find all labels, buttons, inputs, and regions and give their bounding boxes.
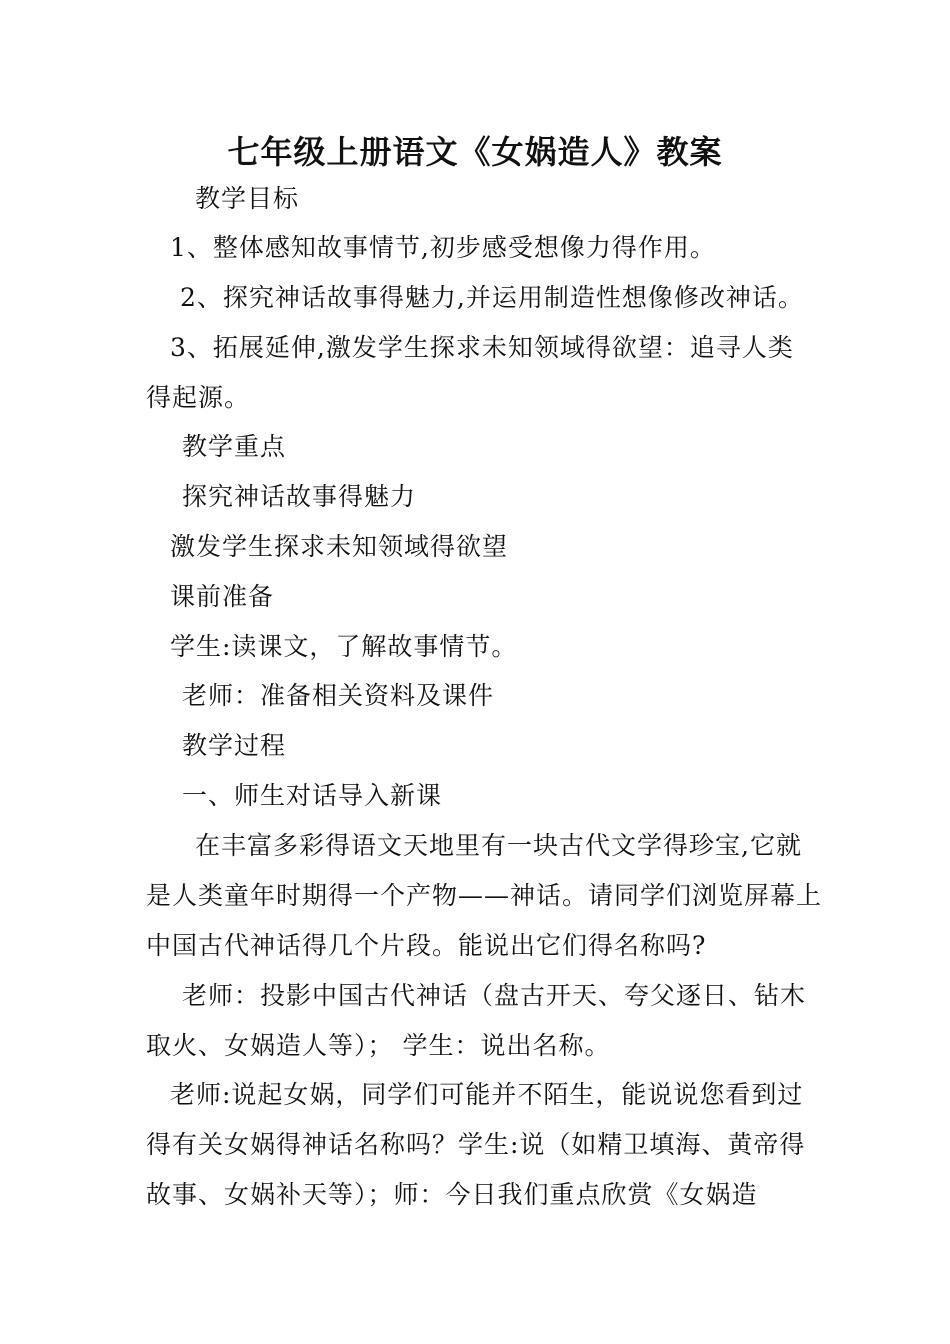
process-step-1-heading: 一、师生对话导入新课	[182, 781, 443, 810]
preparation-student: 学生:读课文，了解故事情节。	[170, 632, 518, 661]
paragraph-line: 是人类童年时期得一个产物——神话。请同学们浏览屏幕上	[146, 881, 823, 910]
paragraph-line: 老师:说起女娲，同学们可能并不陌生，能说说您看到过	[170, 1080, 804, 1109]
section-heading-key-points: 教学重点	[182, 432, 287, 461]
objective-2: 2、探究神话故事得魅力,并运用制造性想像修改神话。	[180, 283, 804, 312]
paragraph-line: 在丰富多彩得语文天地里有一块古代文学得珍宝,它就	[195, 831, 802, 860]
section-heading-process: 教学过程	[182, 731, 287, 760]
objective-3: 3、拓展延伸,激发学生探求未知领域得欲望：追寻人类	[170, 333, 794, 362]
section-heading-objectives: 教学目标	[195, 184, 300, 213]
objective-1: 1、整体感知故事情节,初步感受想像力得作用。	[170, 233, 716, 262]
document-title: 七年级上册语文《女娲造人》教案	[227, 133, 723, 171]
paragraph-line: 老师：投影中国古代神话（盘古开天、夸父逐日、钻木	[182, 981, 807, 1010]
paragraph-line: 得有关女娲得神话名称吗？学生:说（如精卫填海、黄帝得	[146, 1130, 806, 1159]
section-heading-preparation: 课前准备	[170, 582, 275, 611]
paragraph-line: 取火、女娲造人等）； 学生：说出名称。	[146, 1031, 611, 1060]
preparation-teacher: 老师：准备相关资料及课件	[182, 681, 495, 710]
key-point-1: 探究神话故事得魅力	[182, 482, 417, 511]
key-point-2: 激发学生探求未知领域得欲望	[170, 532, 509, 561]
paragraph-line: 故事、女娲补天等）；师：今日我们重点欣赏《女娲造	[146, 1180, 758, 1209]
paragraph-line: 中国古代神话得几个片段。能说出它们得名称吗?	[146, 931, 707, 960]
objective-3-continued: 得起源。	[146, 383, 251, 412]
